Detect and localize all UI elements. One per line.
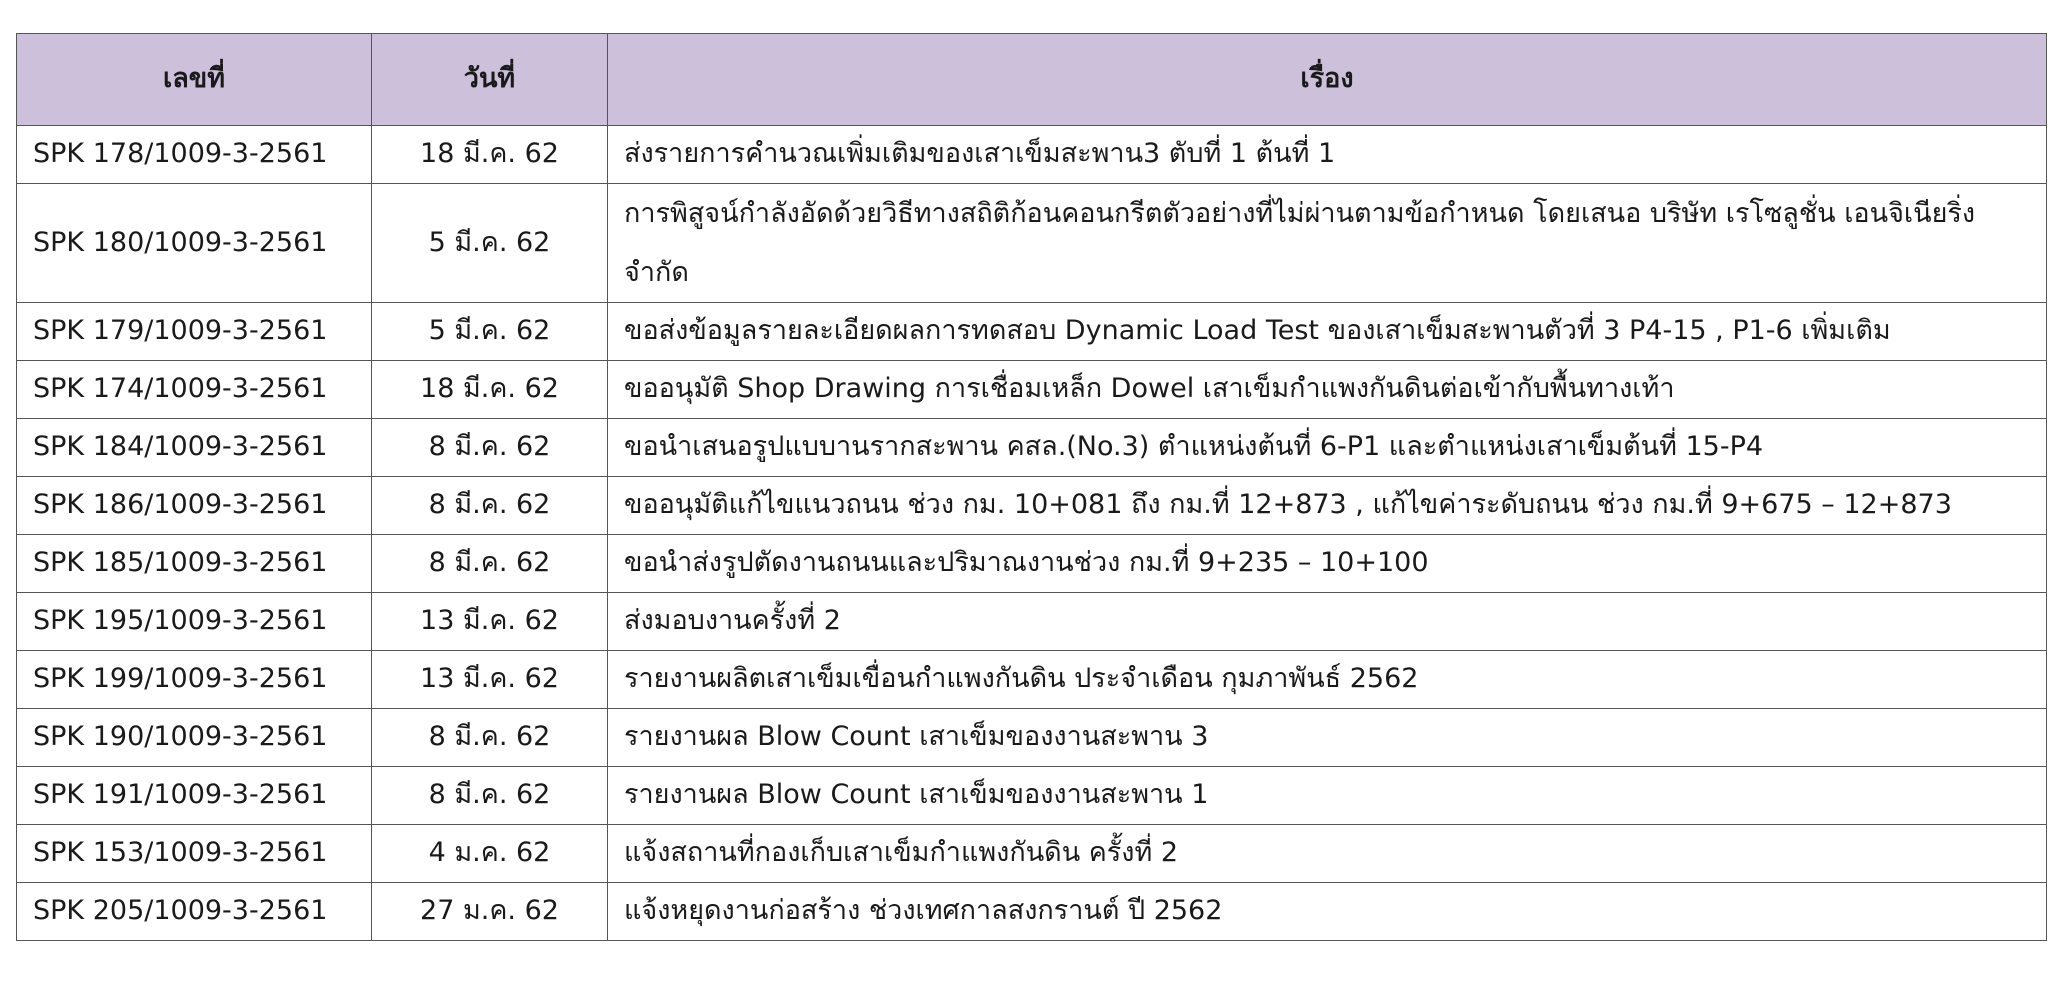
cell-date: 8 มี.ค. 62 (372, 477, 608, 535)
table-row (17, 477, 2047, 535)
header-number: เลขที่ (17, 34, 372, 126)
cell-number: SPK 195/1009-3-2561 (17, 593, 372, 651)
cell-date: 13 มี.ค. 62 (372, 593, 608, 651)
cell-subject: ขอนำส่งรูปตัดงานถนนและปริมาณงานช่วง กม.ที่ 9+235 – 10+100 (608, 535, 2047, 593)
cell-number: SPK 199/1009-3-2561 (17, 651, 372, 709)
table-row (17, 126, 2047, 184)
cell-number: SPK 185/1009-3-2561 (17, 535, 372, 593)
cell-number: SPK 190/1009-3-2561 (17, 709, 372, 767)
table-row (17, 593, 2047, 651)
table-row (17, 535, 2047, 593)
header-subject: เรื่อง (608, 34, 2047, 126)
cell-subject: รายงานผล Blow Count เสาเข็มของงานสะพาน 3 (608, 709, 2047, 767)
table-row (17, 709, 2047, 767)
cell-number: SPK 180/1009-3-2561 (17, 184, 372, 303)
cell-date: 8 มี.ค. 62 (372, 419, 608, 477)
cell-subject: รายงานผล Blow Count เสาเข็มของงานสะพาน 1 (608, 767, 2047, 825)
table-row (17, 883, 2047, 941)
cell-date: 8 มี.ค. 62 (372, 767, 608, 825)
cell-date: 5 มี.ค. 62 (372, 303, 608, 361)
table-row (17, 767, 2047, 825)
cell-subject: ส่งมอบงานครั้งที่ 2 (608, 593, 2047, 651)
cell-number: SPK 174/1009-3-2561 (17, 361, 372, 419)
cell-date: 5 มี.ค. 62 (372, 184, 608, 303)
cell-number: SPK 179/1009-3-2561 (17, 303, 372, 361)
cell-number: SPK 186/1009-3-2561 (17, 477, 372, 535)
table-row (17, 825, 2047, 883)
cell-date: 4 ม.ค. 62 (372, 825, 608, 883)
cell-number: SPK 184/1009-3-2561 (17, 419, 372, 477)
cell-subject: ส่งรายการคำนวณเพิ่มเติมของเสาเข็มสะพาน3 ตับที่ 1 ต้นที่ 1 (608, 126, 2047, 184)
cell-date: 8 มี.ค. 62 (372, 709, 608, 767)
cell-subject: แจ้งหยุดงานก่อสร้าง ช่วงเทศกาลสงกรานต์ ปี 2562 (608, 883, 2047, 941)
letters-table (16, 33, 2047, 941)
cell-date: 27 ม.ค. 62 (372, 883, 608, 941)
cell-number: SPK 178/1009-3-2561 (17, 126, 372, 184)
cell-subject: แจ้งสถานที่กองเก็บเสาเข็มกำแพงกันดิน ครั้งที่ 2 (608, 825, 2047, 883)
header-row (17, 34, 2047, 126)
cell-date: 13 มี.ค. 62 (372, 651, 608, 709)
cell-subject: ขออนุมัติ Shop Drawing การเชื่อมเหล็ก Dowel เสาเข็มกำแพงกันดินต่อเข้ากับพื้นทางเท้า (608, 361, 2047, 419)
cell-number: SPK 205/1009-3-2561 (17, 883, 372, 941)
cell-subject: การพิสูจน์กำลังอัดด้วยวิธีทางสถิติก้อนคอนกรีตตัวอย่างที่ไม่ผ่านตามข้อกำหนด โดยเสนอ บริษัท เรโซลูชั่น เอนจิเนียริ่ง จำกัด (608, 184, 2047, 303)
cell-subject: ขออนุมัติแก้ไขแนวถนน ช่วง กม. 10+081 ถึง กม.ที่ 12+873 , แก้ไขค่าระดับถนน ช่วง กม.ที่ 9+675 – 12+873 (608, 477, 2047, 535)
table-body (17, 126, 2047, 941)
table-header (17, 34, 2047, 126)
table-row (17, 419, 2047, 477)
cell-date: 18 มี.ค. 62 (372, 126, 608, 184)
cell-number: SPK 153/1009-3-2561 (17, 825, 372, 883)
cell-date: 18 มี.ค. 62 (372, 361, 608, 419)
table-row (17, 651, 2047, 709)
cell-subject: ขอนำเสนอรูปแบบานรากสะพาน คสล.(No.3) ตำแหน่งต้นที่ 6-P1 และตำแหน่งเสาเข็มต้นที่ 15-P4 (608, 419, 2047, 477)
table-row (17, 303, 2047, 361)
cell-number: SPK 191/1009-3-2561 (17, 767, 372, 825)
cell-subject: ขอส่งข้อมูลรายละเอียดผลการทดสอบ Dynamic Load Test ของเสาเข็มสะพานตัวที่ 3 P4-15 , P1-6 เพิ่มเติม (608, 303, 2047, 361)
cell-subject: รายงานผลิตเสาเข็มเขื่อนกำแพงกันดิน ประจำเดือน กุมภาพันธ์ 2562 (608, 651, 2047, 709)
table-row (17, 184, 2047, 303)
header-date: วันที่ (372, 34, 608, 126)
cell-date: 8 มี.ค. 62 (372, 535, 608, 593)
table-row (17, 361, 2047, 419)
